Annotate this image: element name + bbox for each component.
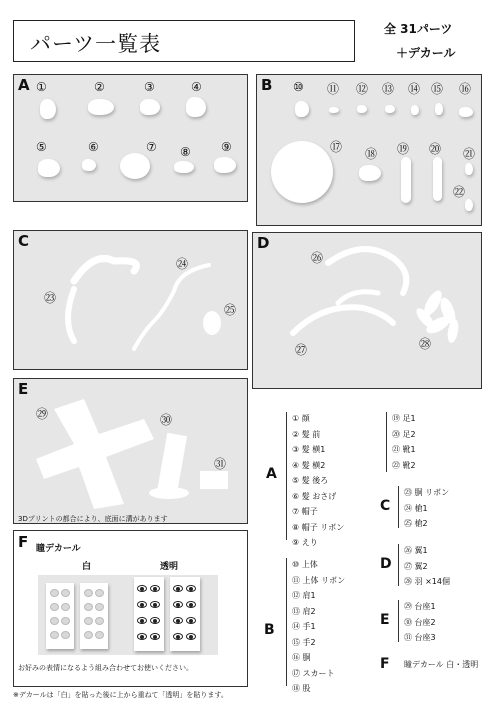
panel-f-label: F	[18, 533, 29, 551]
legend-list-f	[404, 657, 478, 673]
total-parts: 全 31パーツ	[384, 22, 453, 36]
legend-item: ⑨ えり	[292, 538, 318, 547]
legend-item: ⑦ 帽子	[292, 507, 318, 516]
legend-item: ⑫ 肩1	[292, 591, 316, 600]
part-hand1	[411, 105, 419, 115]
legend-item: ⑲ 足1	[392, 414, 416, 423]
part-number: ㉔	[176, 257, 189, 271]
part-shoulder1	[357, 105, 367, 113]
group-label-c: C	[380, 498, 391, 514]
part-number: ⑨	[221, 140, 232, 154]
decal-note-2: ※デカールは「白」を貼った後に上から重ねて「透明」を貼ります。	[13, 691, 228, 699]
part-number: ⑲	[397, 142, 410, 156]
legend-item: ⑩ 上体	[292, 560, 318, 569]
part-number: ①	[36, 80, 47, 94]
panel-a-label: A	[18, 76, 30, 94]
group-label-d: D	[380, 556, 392, 572]
part-torso	[459, 107, 473, 117]
group-label-f: F	[380, 656, 390, 672]
panel-c	[13, 230, 248, 370]
panel-d	[252, 232, 482, 389]
legend-item: ④ 髪 横2	[292, 460, 326, 470]
panel-e-note: 3Dプリントの都合により、底面に溝があります	[18, 515, 168, 523]
bracket-d	[398, 544, 399, 586]
part-upper-body	[295, 101, 309, 117]
legend-item: ⑤ 髪 後ろ	[292, 476, 329, 485]
part-number: ②	[94, 80, 105, 94]
legend-item: ⑭ 手1	[292, 622, 316, 631]
legend-list-b-2	[392, 411, 416, 473]
part-hair-front	[88, 99, 114, 115]
panel-f-title: 瞳デカール	[36, 544, 81, 554]
legend-item: ③ 髪 横1	[292, 445, 326, 454]
panel-f	[13, 530, 248, 687]
bracket-a	[286, 412, 287, 540]
legend-item: ① 顔	[292, 414, 310, 423]
part-number: ④	[191, 80, 202, 94]
legend-item: ㉖ 翼1	[404, 546, 428, 555]
decal-sheet-white	[46, 583, 74, 649]
page-title: パーツ一覧表	[30, 32, 162, 56]
legend-item: ㉕ 槍2	[404, 519, 428, 528]
part-number: ⑱	[365, 147, 378, 161]
legend-list-d	[404, 543, 450, 590]
legend-item: ㉛ 台座3	[404, 633, 436, 642]
part-number: ㉕	[224, 303, 237, 317]
legend-item: ㉑ 靴1	[392, 445, 416, 454]
part-shoe2	[465, 199, 473, 211]
panel-a	[13, 74, 248, 202]
part-skirt	[271, 141, 333, 203]
part-hand2	[435, 103, 443, 115]
legend-item: ⑥ 髪 おさげ	[292, 491, 337, 501]
title-box	[13, 20, 355, 62]
part-shoe1	[465, 163, 473, 175]
group-label-b: B	[264, 622, 275, 638]
legend-item: ⑯ 胴	[292, 653, 311, 662]
part-leg1	[401, 157, 411, 203]
part-number: ⑧	[180, 145, 191, 159]
part-number: ⑭	[408, 82, 421, 96]
legend-item: ⑧ 帽子 リボン	[292, 522, 345, 532]
legend-list-e	[404, 599, 436, 646]
part-number: ③	[144, 80, 155, 94]
panel-e-parts-drawing	[14, 379, 246, 522]
part-leg2	[433, 157, 442, 201]
group-label-a: A	[266, 466, 277, 482]
part-hair-back	[38, 159, 60, 177]
decal-note: ＋デカール	[396, 46, 456, 60]
legend-item: ⑮ 手2	[292, 637, 316, 647]
part-number: ⑯	[459, 82, 472, 96]
part-number: ⑩	[293, 80, 304, 94]
part-number: ⑥	[88, 140, 99, 154]
part-number: ⑬	[382, 82, 395, 96]
legend-list-b-1	[292, 557, 345, 697]
panel-e-label: E	[18, 380, 29, 398]
clear-label: 透明	[160, 562, 179, 572]
legend-list-a	[292, 411, 344, 551]
part-hair-braid	[82, 159, 96, 171]
bracket-b2	[386, 412, 387, 472]
legend-item: ⑪ 上体 リボン	[292, 575, 346, 585]
decal-note-1: お好みの表情になるよう組み合わせてお使いください。	[18, 664, 193, 672]
legend-item: ㉓ 胴 リボン	[404, 488, 450, 497]
legend-item: 瞳デカール 白・透明	[404, 660, 479, 669]
part-hat-ribbon	[174, 161, 194, 173]
legend-list-c	[404, 485, 449, 532]
part-number: ⑰	[330, 140, 343, 154]
part-number: ㉒	[453, 185, 466, 199]
panel-d-label: D	[257, 234, 270, 252]
legend-item: ⑱ 股	[292, 684, 311, 693]
decal-photo	[38, 575, 218, 655]
part-number: ⑦	[146, 140, 157, 154]
bracket-e	[398, 600, 399, 642]
decal-sheet-clear	[170, 577, 200, 651]
part-hat	[120, 153, 150, 179]
part-number: ㉘	[419, 337, 432, 351]
part-upper-body-ribbon	[329, 107, 339, 113]
part-number: ㉚	[160, 413, 173, 427]
part-hair-side1	[140, 99, 160, 115]
legend-item: ㉔ 槍1	[404, 503, 428, 513]
part-number: ⑳	[429, 142, 442, 156]
part-number: ㉗	[295, 343, 308, 357]
decal-sheet-white	[80, 583, 108, 649]
part-face	[40, 99, 56, 119]
legend-item: ② 髪 前	[292, 429, 321, 439]
legend-item: ㉚ 台座2	[404, 617, 436, 627]
part-number: ㉙	[36, 407, 49, 421]
decal-sheet-clear	[134, 577, 164, 651]
bracket-b	[286, 558, 287, 686]
legend-item: ⑰ スカート	[292, 668, 335, 678]
legend-item: ㉒ 靴2	[392, 460, 416, 470]
legend-item: ㉗ 翼2	[404, 561, 428, 571]
white-label: 白	[82, 562, 92, 572]
part-number: ㉖	[311, 251, 324, 265]
panel-d-parts-drawing	[253, 233, 480, 387]
part-number: ㉑	[463, 147, 476, 161]
legend-item: ㉘ 羽 ×14個	[404, 577, 450, 586]
part-number: ⑮	[431, 82, 444, 96]
panel-b-label: B	[261, 76, 273, 94]
part-number: ⑫	[356, 82, 369, 96]
part-number: ㉓	[44, 291, 57, 305]
legend-item: ⑬ 肩2	[292, 606, 316, 616]
panel-c-label: C	[18, 232, 30, 250]
part-number: ㉛	[214, 457, 227, 471]
bracket-c	[398, 486, 399, 528]
part-collar	[214, 157, 236, 173]
part-shoulder2	[385, 105, 395, 113]
part-hair-side2	[186, 97, 206, 117]
part-number: ⑪	[327, 82, 340, 96]
panel-e	[13, 378, 248, 524]
group-label-e: E	[380, 612, 390, 628]
legend-item: ⑳ 足2	[392, 429, 416, 439]
panel-b	[256, 74, 482, 226]
panel-c-parts-drawing	[14, 231, 246, 368]
legend-item: ㉙ 台座1	[404, 602, 436, 611]
part-number: ⑤	[36, 140, 47, 154]
part-crotch	[359, 165, 381, 181]
